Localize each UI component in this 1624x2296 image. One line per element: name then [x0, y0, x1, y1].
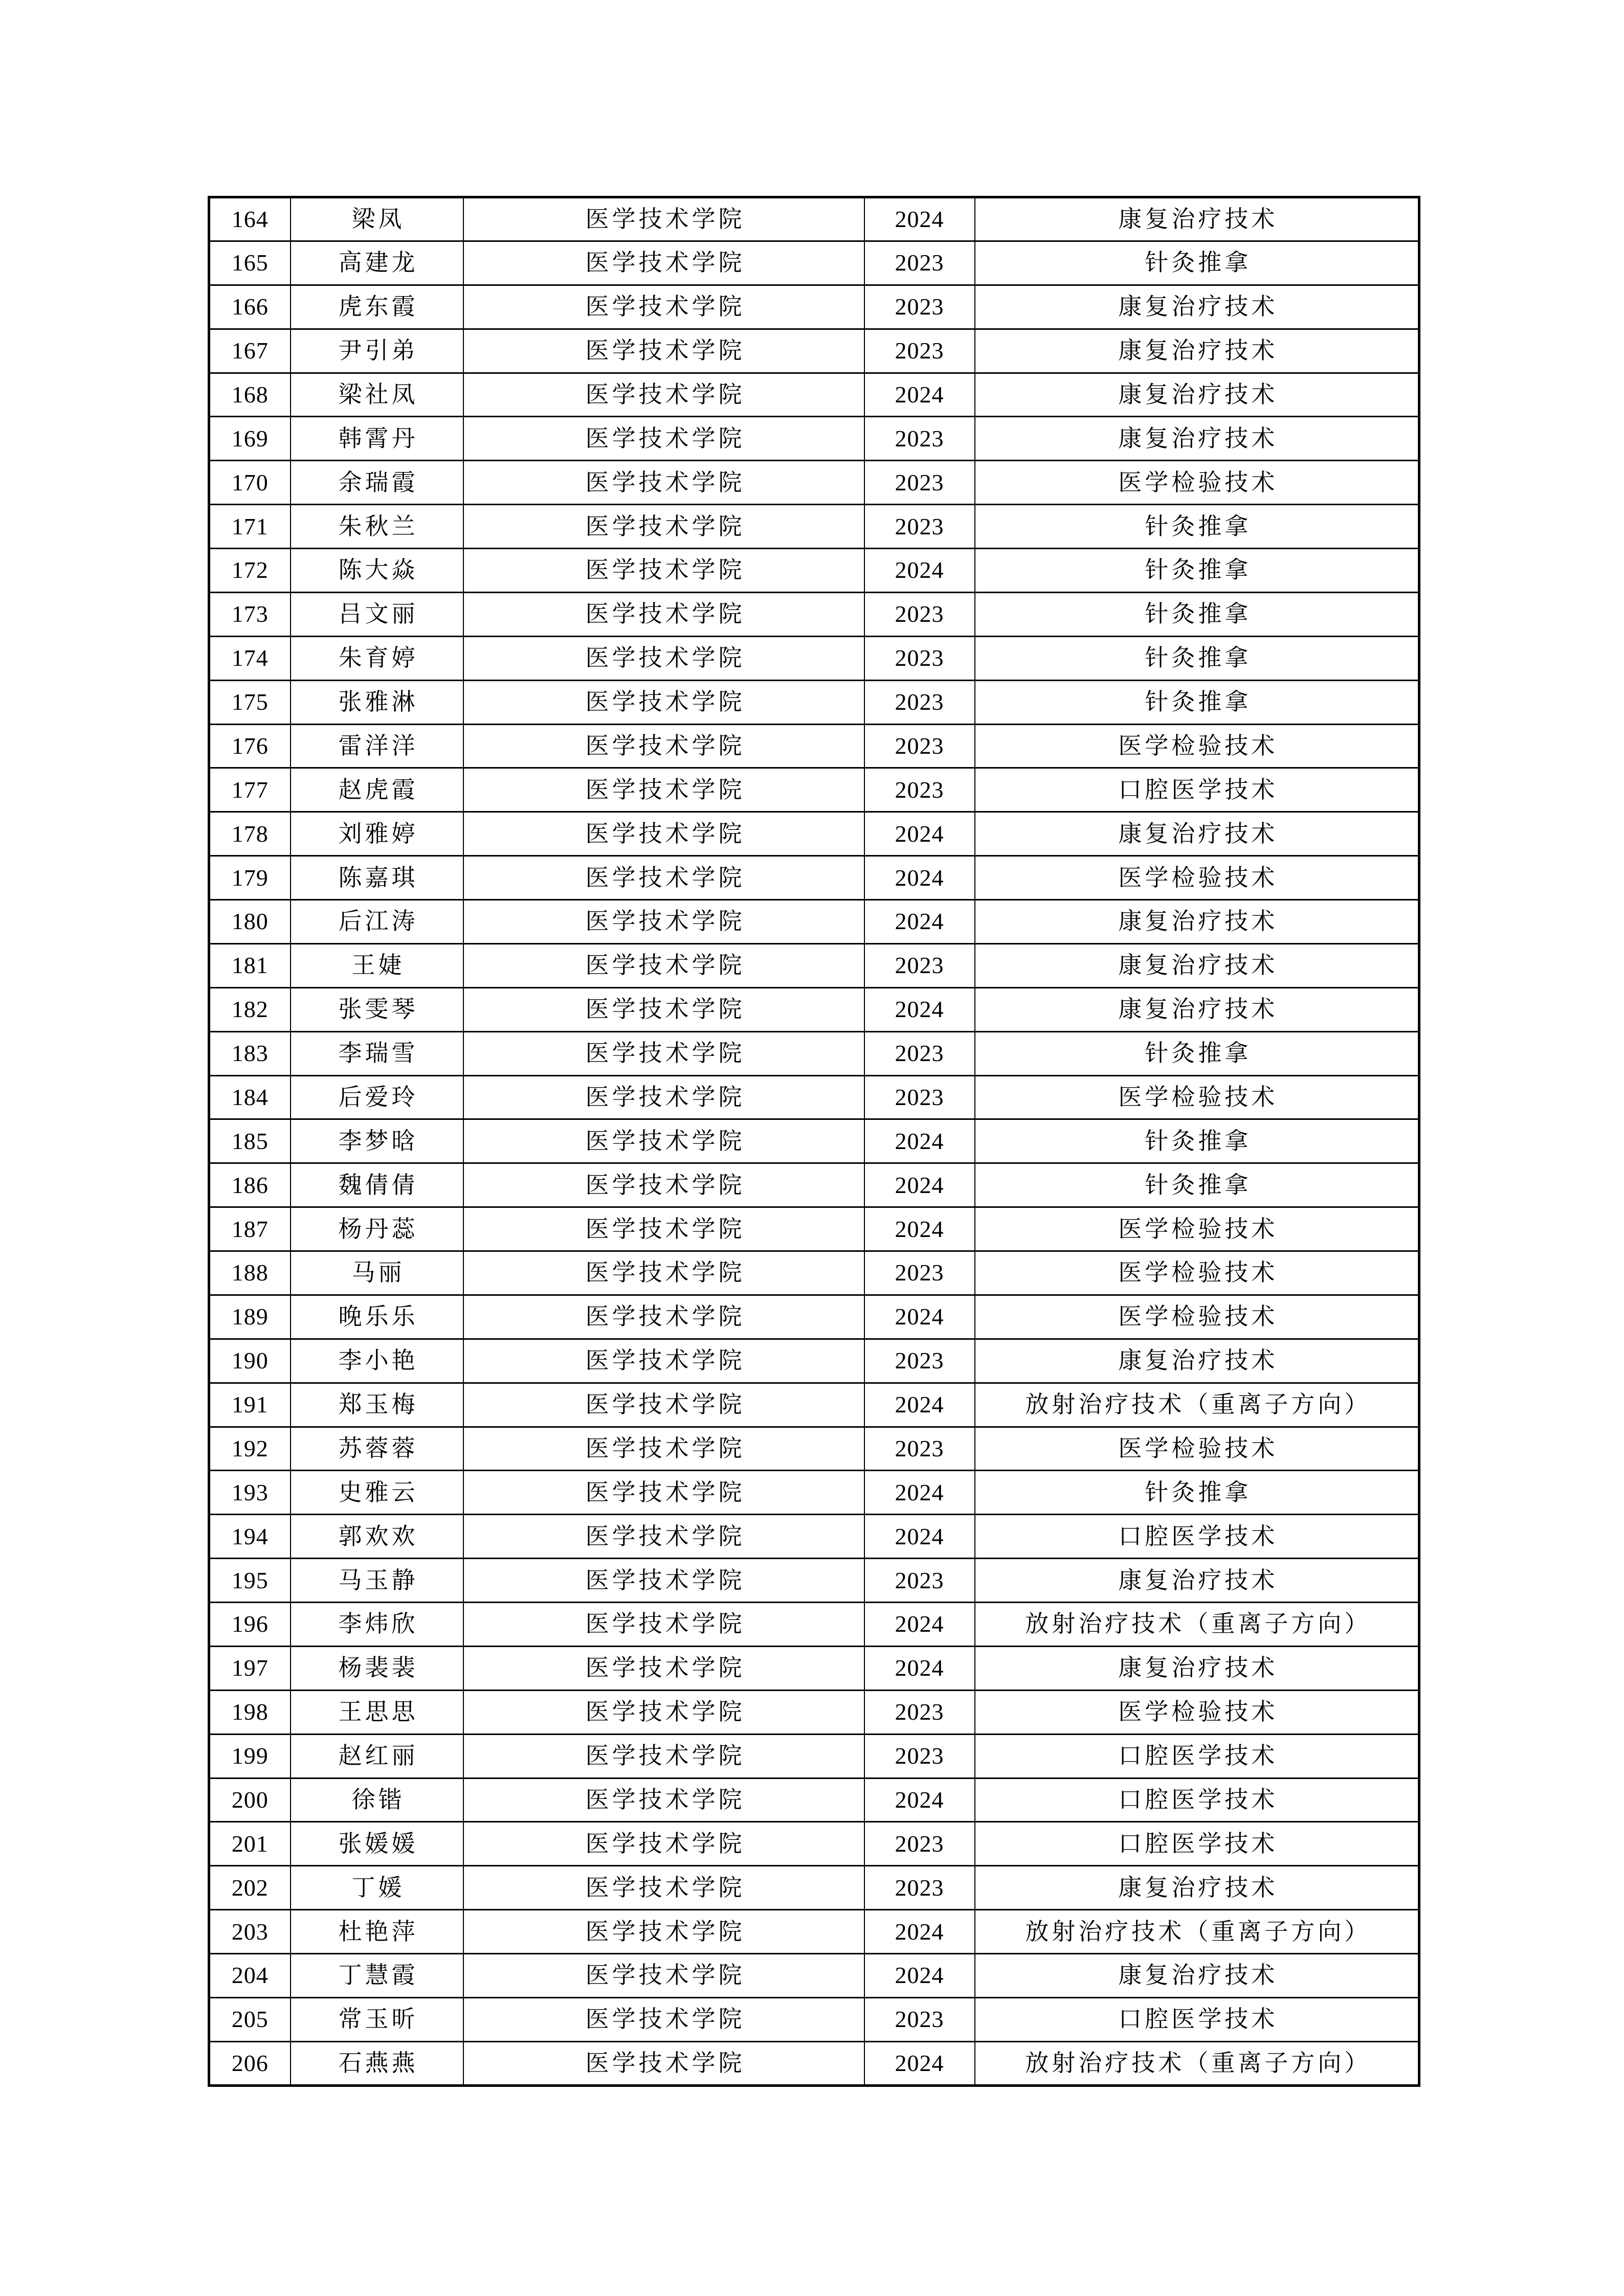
cell-grade-year: 2023 [864, 1690, 975, 1734]
table-row [209, 987, 1419, 1031]
cell-college: 医学技术学院 [463, 1119, 864, 1163]
cell-major: 康复治疗技术 [975, 987, 1419, 1031]
cell-row-number: 175 [209, 680, 291, 724]
cell-grade-year: 2024 [864, 1207, 975, 1251]
cell-row-number: 182 [209, 987, 291, 1031]
table-row [209, 680, 1419, 724]
cell-student-name: 常玉昕 [291, 1997, 463, 2041]
table-row [209, 241, 1419, 285]
table-row [209, 900, 1419, 944]
cell-row-number: 194 [209, 1515, 291, 1559]
cell-major: 康复治疗技术 [975, 1866, 1419, 1910]
cell-major: 康复治疗技术 [975, 329, 1419, 373]
cell-student-name: 高建龙 [291, 241, 463, 285]
cell-row-number: 205 [209, 1997, 291, 2041]
cell-row-number: 170 [209, 461, 291, 505]
cell-college: 医学技术学院 [463, 1251, 864, 1295]
cell-major: 康复治疗技术 [975, 1646, 1419, 1690]
cell-major: 针灸推拿 [975, 241, 1419, 285]
cell-grade-year: 2023 [864, 1866, 975, 1910]
cell-major: 口腔医学技术 [975, 1515, 1419, 1559]
cell-college: 医学技术学院 [463, 1954, 864, 1998]
table-row [209, 1866, 1419, 1910]
cell-grade-year: 2023 [864, 1822, 975, 1866]
cell-college: 医学技术学院 [463, 1471, 864, 1515]
cell-student-name: 李梦晗 [291, 1119, 463, 1163]
cell-college: 医学技术学院 [463, 1997, 864, 2041]
cell-row-number: 177 [209, 768, 291, 812]
cell-major: 医学检验技术 [975, 1427, 1419, 1471]
cell-grade-year: 2024 [864, 1515, 975, 1559]
cell-college: 医学技术学院 [463, 197, 864, 241]
cell-row-number: 185 [209, 1119, 291, 1163]
cell-row-number: 199 [209, 1734, 291, 1778]
cell-student-name: 赵红丽 [291, 1734, 463, 1778]
cell-major: 医学检验技术 [975, 1690, 1419, 1734]
cell-student-name: 梁凤 [291, 197, 463, 241]
cell-student-name: 王思思 [291, 1690, 463, 1734]
cell-row-number: 197 [209, 1646, 291, 1690]
table-row [209, 1427, 1419, 1471]
cell-major: 放射治疗技术（重离子方向） [975, 1383, 1419, 1427]
cell-college: 医学技术学院 [463, 1559, 864, 1603]
cell-row-number: 193 [209, 1471, 291, 1515]
cell-major: 放射治疗技术（重离子方向） [975, 2041, 1419, 2085]
cell-college: 医学技术学院 [463, 2041, 864, 2085]
cell-major: 口腔医学技术 [975, 768, 1419, 812]
cell-grade-year: 2023 [864, 1251, 975, 1295]
cell-grade-year: 2024 [864, 1603, 975, 1647]
cell-grade-year: 2023 [864, 1031, 975, 1075]
cell-major: 康复治疗技术 [975, 373, 1419, 417]
cell-major: 康复治疗技术 [975, 1559, 1419, 1603]
cell-row-number: 198 [209, 1690, 291, 1734]
cell-grade-year: 2023 [864, 636, 975, 680]
cell-grade-year: 2023 [864, 592, 975, 636]
cell-student-name: 李小艳 [291, 1339, 463, 1383]
cell-grade-year: 2024 [864, 1954, 975, 1998]
table-row [209, 1471, 1419, 1515]
table-row [209, 1339, 1419, 1383]
cell-row-number: 166 [209, 285, 291, 329]
cell-major: 口腔医学技术 [975, 1822, 1419, 1866]
cell-college: 医学技术学院 [463, 285, 864, 329]
cell-grade-year: 2024 [864, 1778, 975, 1822]
cell-student-name: 梁社凤 [291, 373, 463, 417]
table-row [209, 1822, 1419, 1866]
cell-college: 医学技术学院 [463, 241, 864, 285]
cell-student-name: 韩霄丹 [291, 417, 463, 461]
cell-row-number: 195 [209, 1559, 291, 1603]
cell-grade-year: 2023 [864, 724, 975, 768]
cell-college: 医学技术学院 [463, 1603, 864, 1647]
cell-grade-year: 2023 [864, 461, 975, 505]
cell-row-number: 202 [209, 1866, 291, 1910]
cell-major: 针灸推拿 [975, 636, 1419, 680]
cell-grade-year: 2024 [864, 1471, 975, 1515]
cell-college: 医学技术学院 [463, 812, 864, 856]
table-row [209, 329, 1419, 373]
cell-student-name: 赵虎霞 [291, 768, 463, 812]
cell-major: 医学检验技术 [975, 1075, 1419, 1119]
cell-major: 康复治疗技术 [975, 197, 1419, 241]
cell-student-name: 陈嘉琪 [291, 856, 463, 900]
cell-row-number: 189 [209, 1295, 291, 1339]
table-row [209, 1778, 1419, 1822]
cell-student-name: 晚乐乐 [291, 1295, 463, 1339]
cell-row-number: 181 [209, 943, 291, 987]
cell-grade-year: 2024 [864, 1163, 975, 1207]
cell-student-name: 虎东霞 [291, 285, 463, 329]
cell-college: 医学技术学院 [463, 592, 864, 636]
cell-student-name: 马丽 [291, 1251, 463, 1295]
cell-grade-year: 2024 [864, 900, 975, 944]
table-row [209, 417, 1419, 461]
cell-grade-year: 2023 [864, 1997, 975, 2041]
table-row [209, 1515, 1419, 1559]
table-row [209, 1603, 1419, 1647]
table-row [209, 1295, 1419, 1339]
table-row [209, 285, 1419, 329]
cell-row-number: 168 [209, 373, 291, 417]
cell-grade-year: 2023 [864, 1427, 975, 1471]
cell-major: 医学检验技术 [975, 724, 1419, 768]
cell-student-name: 后爱玲 [291, 1075, 463, 1119]
cell-row-number: 190 [209, 1339, 291, 1383]
cell-grade-year: 2023 [864, 285, 975, 329]
cell-student-name: 李炜欣 [291, 1603, 463, 1647]
cell-major: 针灸推拿 [975, 1031, 1419, 1075]
cell-major: 口腔医学技术 [975, 1778, 1419, 1822]
cell-grade-year: 2024 [864, 987, 975, 1031]
cell-major: 口腔医学技术 [975, 1734, 1419, 1778]
cell-major: 放射治疗技术（重离子方向） [975, 1603, 1419, 1647]
table-row [209, 1119, 1419, 1163]
cell-college: 医学技术学院 [463, 417, 864, 461]
cell-grade-year: 2023 [864, 1734, 975, 1778]
cell-grade-year: 2024 [864, 549, 975, 593]
table-row [209, 1251, 1419, 1295]
cell-grade-year: 2024 [864, 1646, 975, 1690]
cell-row-number: 204 [209, 1954, 291, 1998]
table-row [209, 1910, 1419, 1954]
cell-college: 医学技术学院 [463, 1515, 864, 1559]
cell-row-number: 201 [209, 1822, 291, 1866]
cell-row-number: 187 [209, 1207, 291, 1251]
cell-student-name: 史雅云 [291, 1471, 463, 1515]
cell-college: 医学技术学院 [463, 856, 864, 900]
cell-college: 医学技术学院 [463, 900, 864, 944]
cell-student-name: 尹引弟 [291, 329, 463, 373]
table-row [209, 1690, 1419, 1734]
cell-college: 医学技术学院 [463, 1427, 864, 1471]
cell-major: 针灸推拿 [975, 1471, 1419, 1515]
table-row [209, 1207, 1419, 1251]
table-row [209, 1646, 1419, 1690]
cell-grade-year: 2024 [864, 2041, 975, 2085]
cell-major: 针灸推拿 [975, 680, 1419, 724]
cell-major: 针灸推拿 [975, 592, 1419, 636]
table-row [209, 2041, 1419, 2085]
cell-row-number: 184 [209, 1075, 291, 1119]
cell-row-number: 178 [209, 812, 291, 856]
cell-grade-year: 2024 [864, 197, 975, 241]
cell-major: 康复治疗技术 [975, 417, 1419, 461]
cell-college: 医学技术学院 [463, 1778, 864, 1822]
cell-college: 医学技术学院 [463, 1339, 864, 1383]
cell-grade-year: 2023 [864, 768, 975, 812]
cell-student-name: 苏蓉蓉 [291, 1427, 463, 1471]
cell-major: 医学检验技术 [975, 856, 1419, 900]
cell-college: 医学技术学院 [463, 987, 864, 1031]
cell-student-name: 丁媛 [291, 1866, 463, 1910]
table-row [209, 592, 1419, 636]
cell-student-name: 朱育婷 [291, 636, 463, 680]
cell-college: 医学技术学院 [463, 680, 864, 724]
cell-college: 医学技术学院 [463, 1383, 864, 1427]
cell-college: 医学技术学院 [463, 1646, 864, 1690]
cell-major: 针灸推拿 [975, 505, 1419, 549]
table-row [209, 373, 1419, 417]
cell-row-number: 165 [209, 241, 291, 285]
cell-student-name: 雷洋洋 [291, 724, 463, 768]
cell-college: 医学技术学院 [463, 1822, 864, 1866]
cell-row-number: 191 [209, 1383, 291, 1427]
cell-major: 针灸推拿 [975, 1119, 1419, 1163]
cell-row-number: 196 [209, 1603, 291, 1647]
table-row [209, 768, 1419, 812]
table-row [209, 505, 1419, 549]
cell-grade-year: 2024 [864, 1910, 975, 1954]
cell-college: 医学技术学院 [463, 1075, 864, 1119]
cell-grade-year: 2024 [864, 812, 975, 856]
cell-grade-year: 2023 [864, 241, 975, 285]
cell-student-name: 张媛媛 [291, 1822, 463, 1866]
cell-major: 口腔医学技术 [975, 1997, 1419, 2041]
cell-major: 康复治疗技术 [975, 900, 1419, 944]
cell-student-name: 丁慧霞 [291, 1954, 463, 1998]
table-row [209, 636, 1419, 680]
cell-grade-year: 2023 [864, 1559, 975, 1603]
cell-row-number: 173 [209, 592, 291, 636]
table-row [209, 461, 1419, 505]
cell-row-number: 188 [209, 1251, 291, 1295]
cell-grade-year: 2024 [864, 856, 975, 900]
cell-grade-year: 2024 [864, 1383, 975, 1427]
cell-row-number: 167 [209, 329, 291, 373]
cell-college: 医学技术学院 [463, 1734, 864, 1778]
cell-college: 医学技术学院 [463, 461, 864, 505]
cell-row-number: 183 [209, 1031, 291, 1075]
cell-row-number: 186 [209, 1163, 291, 1207]
cell-student-name: 郭欢欢 [291, 1515, 463, 1559]
cell-student-name: 徐锴 [291, 1778, 463, 1822]
table-row [209, 1997, 1419, 2041]
table-row [209, 724, 1419, 768]
cell-college: 医学技术学院 [463, 329, 864, 373]
cell-college: 医学技术学院 [463, 373, 864, 417]
cell-row-number: 180 [209, 900, 291, 944]
cell-grade-year: 2023 [864, 680, 975, 724]
table-row [209, 812, 1419, 856]
student-roster-body [209, 197, 1419, 2086]
cell-grade-year: 2024 [864, 1119, 975, 1163]
cell-college: 医学技术学院 [463, 549, 864, 593]
table-row [209, 856, 1419, 900]
cell-student-name: 石燕燕 [291, 2041, 463, 2085]
cell-student-name: 杜艳萍 [291, 1910, 463, 1954]
cell-student-name: 杨丹蕊 [291, 1207, 463, 1251]
cell-grade-year: 2023 [864, 1339, 975, 1383]
table-row [209, 1163, 1419, 1207]
cell-grade-year: 2023 [864, 329, 975, 373]
cell-college: 医学技术学院 [463, 768, 864, 812]
cell-student-name: 朱秋兰 [291, 505, 463, 549]
cell-student-name: 后江涛 [291, 900, 463, 944]
student-roster-table [208, 196, 1420, 2087]
cell-student-name: 余瑞霞 [291, 461, 463, 505]
cell-major: 针灸推拿 [975, 1163, 1419, 1207]
cell-grade-year: 2024 [864, 373, 975, 417]
cell-college: 医学技术学院 [463, 1910, 864, 1954]
cell-student-name: 李瑞雪 [291, 1031, 463, 1075]
cell-student-name: 吕文丽 [291, 592, 463, 636]
cell-college: 医学技术学院 [463, 1295, 864, 1339]
cell-college: 医学技术学院 [463, 1031, 864, 1075]
cell-major: 放射治疗技术（重离子方向） [975, 1910, 1419, 1954]
table-row [209, 549, 1419, 593]
cell-student-name: 张雅淋 [291, 680, 463, 724]
cell-major: 康复治疗技术 [975, 1954, 1419, 1998]
cell-student-name: 杨裴裴 [291, 1646, 463, 1690]
cell-student-name: 魏倩倩 [291, 1163, 463, 1207]
table-row [209, 1031, 1419, 1075]
cell-college: 医学技术学院 [463, 1866, 864, 1910]
cell-row-number: 172 [209, 549, 291, 593]
cell-student-name: 郑玉梅 [291, 1383, 463, 1427]
cell-major: 康复治疗技术 [975, 943, 1419, 987]
cell-row-number: 171 [209, 505, 291, 549]
cell-row-number: 176 [209, 724, 291, 768]
table-row [209, 1559, 1419, 1603]
cell-grade-year: 2023 [864, 505, 975, 549]
cell-college: 医学技术学院 [463, 1690, 864, 1734]
cell-grade-year: 2023 [864, 943, 975, 987]
cell-college: 医学技术学院 [463, 943, 864, 987]
cell-grade-year: 2024 [864, 1295, 975, 1339]
cell-college: 医学技术学院 [463, 505, 864, 549]
cell-major: 康复治疗技术 [975, 1339, 1419, 1383]
cell-row-number: 174 [209, 636, 291, 680]
cell-student-name: 马玉静 [291, 1559, 463, 1603]
cell-major: 康复治疗技术 [975, 812, 1419, 856]
cell-major: 康复治疗技术 [975, 285, 1419, 329]
cell-student-name: 王婕 [291, 943, 463, 987]
cell-college: 医学技术学院 [463, 1163, 864, 1207]
cell-college: 医学技术学院 [463, 636, 864, 680]
cell-college: 医学技术学院 [463, 724, 864, 768]
cell-row-number: 169 [209, 417, 291, 461]
table-row [209, 1954, 1419, 1998]
cell-student-name: 刘雅婷 [291, 812, 463, 856]
cell-row-number: 164 [209, 197, 291, 241]
cell-grade-year: 2023 [864, 1075, 975, 1119]
cell-major: 医学检验技术 [975, 461, 1419, 505]
table-row [209, 1383, 1419, 1427]
cell-college: 医学技术学院 [463, 1207, 864, 1251]
cell-major: 医学检验技术 [975, 1251, 1419, 1295]
cell-grade-year: 2023 [864, 417, 975, 461]
table-row [209, 943, 1419, 987]
cell-row-number: 206 [209, 2041, 291, 2085]
cell-student-name: 陈大焱 [291, 549, 463, 593]
cell-major: 医学检验技术 [975, 1295, 1419, 1339]
cell-major: 针灸推拿 [975, 549, 1419, 593]
cell-student-name: 张雯琴 [291, 987, 463, 1031]
table-row [209, 1734, 1419, 1778]
cell-major: 医学检验技术 [975, 1207, 1419, 1251]
cell-row-number: 192 [209, 1427, 291, 1471]
table-row [209, 197, 1419, 241]
cell-row-number: 200 [209, 1778, 291, 1822]
cell-row-number: 179 [209, 856, 291, 900]
cell-row-number: 203 [209, 1910, 291, 1954]
table-row [209, 1075, 1419, 1119]
